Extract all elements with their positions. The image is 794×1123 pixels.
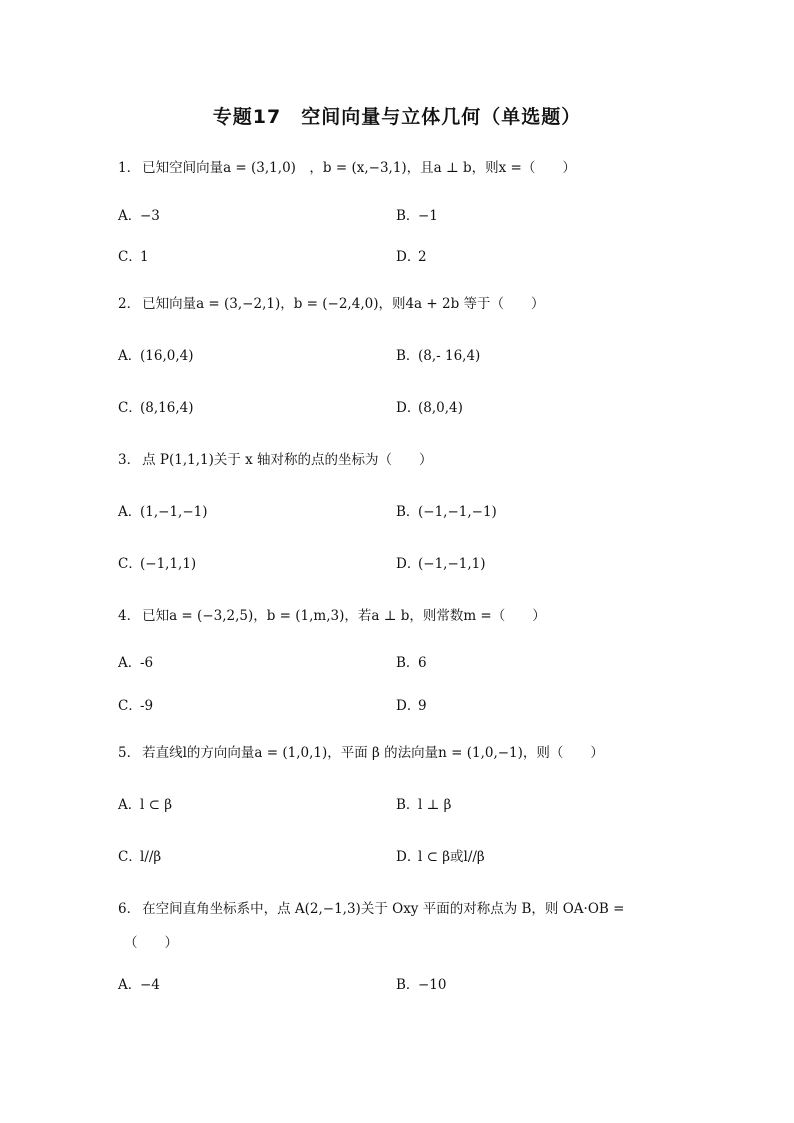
question-stem: 若直线l的方向向量a = (1,0,1)，平面 β 的法向量n = (1,0,−1)，则（ ） xyxy=(142,745,604,761)
option-d: D．9 xyxy=(396,698,427,714)
question-number: 2． xyxy=(118,296,141,312)
option-c: C．-9 xyxy=(118,698,154,714)
question-3 xyxy=(118,450,678,470)
option-a: A．-6 xyxy=(118,655,154,671)
option-a: A．(16,0,4) xyxy=(118,348,194,364)
option-c: C．l//β xyxy=(118,849,162,865)
option-d: D．(−1,−1,1) xyxy=(396,556,486,572)
option-a: A．−3 xyxy=(118,208,160,224)
option-c: C．1 xyxy=(118,249,149,265)
question-6 xyxy=(118,899,678,919)
question-number: 4． xyxy=(118,608,141,624)
question-stem: 已知a = (−3,2,5)，b = (1,m,3)，若a ⊥ b，则常数m =（ ） xyxy=(142,608,546,624)
question-4 xyxy=(118,606,678,626)
option-d: D．l ⊂ β或l//β xyxy=(396,849,485,865)
question-5 xyxy=(118,743,678,763)
option-b: B．−1 xyxy=(396,208,438,224)
option-d: D．(8,0,4) xyxy=(396,400,463,416)
question-stem: 点 P(1,1,1)关于 x 轴对称的点的坐标为（ ） xyxy=(142,452,433,468)
question-stem: 在空间直角坐标系中，点 A(2,−1,3)关于 Oxy 平面的对称点为 B，则 OA·OB = xyxy=(142,901,625,917)
question-stem: 已知空间向量a = (3,1,0) ，b = (x,−3,1)，且a ⊥ b，则x =（ ） xyxy=(142,160,576,176)
question-number: 5． xyxy=(118,745,141,761)
option-a: A．(1,−1,−1) xyxy=(118,504,208,520)
option-b: B．(−1,−1,−1) xyxy=(396,504,497,520)
option-b: B．(8,- 16,4) xyxy=(396,348,481,364)
question-1 xyxy=(118,158,678,178)
option-d: D．2 xyxy=(396,249,427,265)
question-2 xyxy=(118,294,678,314)
page-title: 专题17 空间向量与立体几何（单选题） xyxy=(212,106,582,128)
option-c: C．(−1,1,1) xyxy=(118,556,197,572)
option-b: B．l ⊥ β xyxy=(396,797,452,813)
question-number: 3． xyxy=(118,452,141,468)
option-a: A．−4 xyxy=(118,977,160,993)
option-c: C．(8,16,4) xyxy=(118,400,194,416)
question-stem: 已知向量a = (3,−2,1)，b = (−2,4,0)，则4a + 2b 等于（ ） xyxy=(142,296,545,312)
question-number: 6． xyxy=(118,901,141,917)
option-b: B．6 xyxy=(396,655,427,671)
question-6-continuation: （ ） xyxy=(124,935,178,951)
option-a: A．l ⊂ β xyxy=(118,797,173,813)
option-b: B．−10 xyxy=(396,977,447,993)
question-number: 1． xyxy=(118,160,141,176)
